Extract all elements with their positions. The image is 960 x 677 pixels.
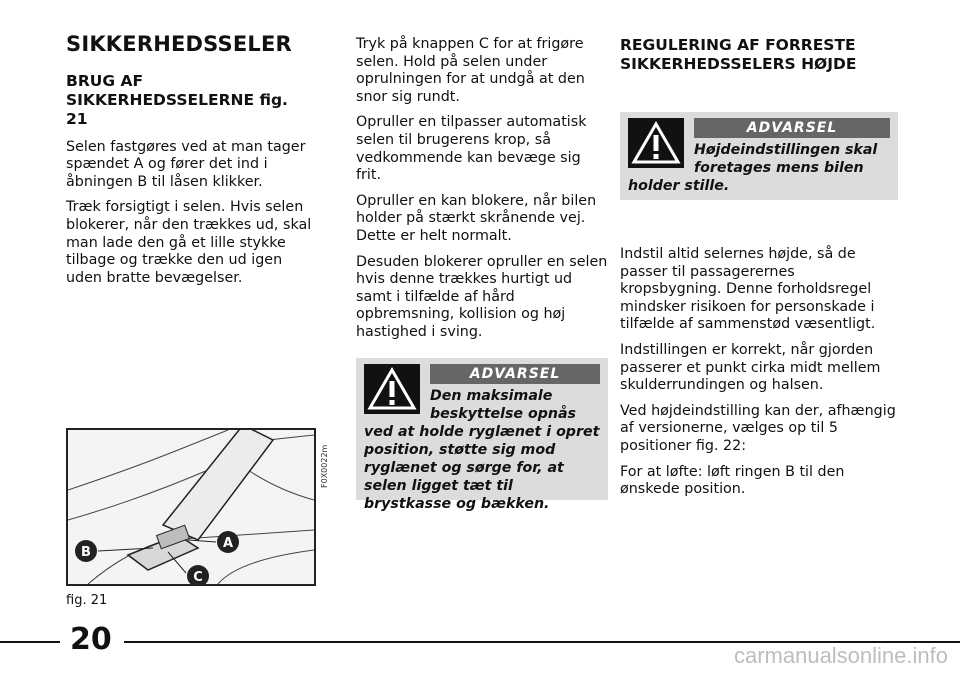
column-1 — [66, 32, 314, 295]
paragraph: Opruller en tilpasser automatisk selen til brugerens krop, så vedkommende kan bevæge sig frit. — [356, 114, 587, 184]
warning-icon — [628, 118, 684, 168]
paragraph: Træk forsigtigt i selen. Hvis selen blokerer, når den trækkes ud, skal man lade den gå et lille stykke tilbage og trække den ud igen uden bratte bevægelser. — [66, 199, 312, 286]
figure-code — [318, 430, 330, 490]
warning-text: Den maksimale beskyttelse opnås ved at holde ryglænet i opret position, støtte sig mod ryglænet og sørge for, at selen ligget tæt til brystkasse og bækken. — [364, 388, 600, 512]
section-title: SIKKERHEDSSELER — [66, 32, 292, 56]
warning-label: ADVARSEL — [694, 118, 890, 138]
warning-box — [620, 112, 898, 200]
paragraph: Indstil altid selernes højde, så de passer til passagerernes kropsbygning. Denne forholdsregel mindsker risikoen for personskade i tilfælde af sammenstød væsentligt. — [620, 246, 876, 333]
paragraph: Selen fastgøres ved at man tager spændet A og fører det ind i åbningen B til låsen klikker. — [66, 138, 306, 190]
figure-label-a: A — [222, 536, 234, 551]
footer-rule-left — [0, 641, 60, 643]
figure-21-illustration — [66, 428, 316, 586]
column-3-body — [620, 246, 898, 507]
page-number: 20 — [70, 622, 112, 657]
watermark: carmanualsonline.info — [733, 643, 948, 668]
subsection-title: BRUG AF SIKKERHEDSSELERNE fig. 21 — [66, 71, 288, 128]
paragraph: Opruller en kan blokere, når bilen holder på stærkt skrånende vej. Dette er helt normalt. — [356, 192, 597, 244]
warning-text: Højdeindstillingen skal foretages mens bilen holder stille. — [628, 142, 878, 194]
section-heading: REGULERING AF FORRESTE SIKKERHEDSSELERS HØJDE — [620, 36, 857, 73]
warning-icon — [364, 364, 420, 414]
paragraph: Desuden blokerer opruller en selen hvis denne trækkes hurtigt ud samt i tilfælde af hård opbremsning, kollision og høj hastighed i sving. — [356, 253, 608, 340]
paragraph: Tryk på knappen C for at frigøre selen. Hold på selen under oprulningen for at undgå at den snor sig rundt. — [356, 36, 585, 105]
figure-label-b: B — [81, 545, 91, 560]
figure-caption: fig. 21 — [66, 593, 108, 608]
warning-label: ADVARSEL — [430, 364, 600, 384]
paragraph: Indstillingen er korrekt, når gjorden passerer et punkt cirka midt mellem skulderrundingen og halsen. — [620, 341, 881, 394]
warning-box — [356, 358, 608, 512]
column-2 — [356, 36, 608, 350]
figure-code-text: F0X0022m — [320, 444, 329, 488]
paragraph: Ved højdeindstilling kan der, afhængig af versionerne, vælges op til 5 positioner fig. 22: — [620, 402, 896, 454]
figure-label-c: C — [193, 570, 203, 584]
column-3 — [620, 36, 898, 84]
paragraph: For at løfte: løft ringen B til den ønskede position. — [620, 463, 845, 498]
